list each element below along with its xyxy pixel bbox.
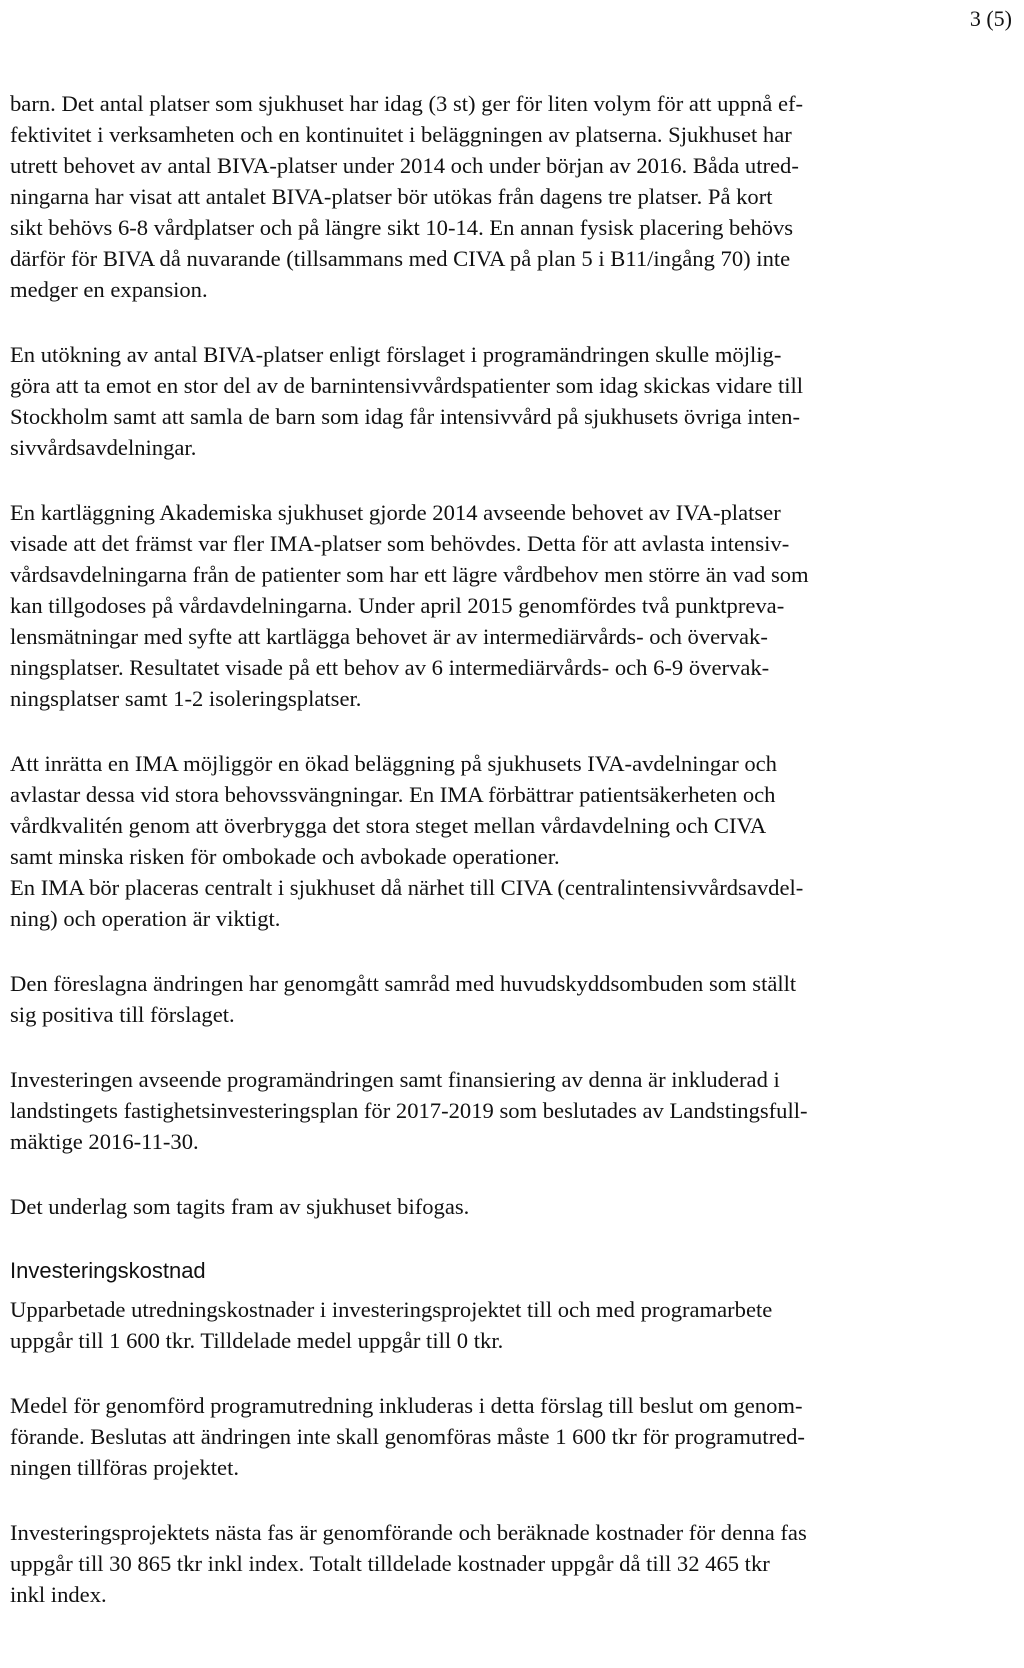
text-line: lensmätningar med syfte att kartlägga behovet är av intermediärvårds- och övervak- — [10, 624, 768, 649]
section-heading: Investeringskostnad — [10, 1258, 206, 1283]
text-line: Investeringen avseende programändringen samt finansiering av denna är inkluderad i — [10, 1067, 780, 1092]
text-line: Medel för genomförd programutredning inkluderas i detta förslag till beslut om genom- — [10, 1393, 803, 1418]
text-line: ningsplatser. Resultatet visade på ett behov av 6 intermediärvårds- och 6-9 övervak- — [10, 655, 770, 680]
paragraph-biva-increase — [10, 339, 1016, 463]
text-line: Det underlag som tagits fram av sjukhuset bifogas. — [10, 1194, 470, 1219]
text-line: uppgår till 30 865 tkr inkl index. Totalt tilldelade kostnader uppgår då till 32 465 tkr — [10, 1551, 770, 1576]
text-line: förande. Beslutas att ändringen inte skall genomföras måste 1 600 tkr för programutred- — [10, 1424, 805, 1449]
text-line: ningen tillföras projektet. — [10, 1455, 240, 1480]
text-line: Den föreslagna ändringen har genomgått samråd med huvudskyddsombuden som ställt — [10, 971, 797, 996]
paragraph-cost-incurred — [10, 1294, 1016, 1356]
text-line: sig positiva till förslaget. — [10, 1002, 235, 1027]
text-line: Att inrätta en IMA möjliggör en ökad beläggning på sjukhusets IVA-avdelningar och — [10, 751, 777, 776]
text-line: uppgår till 1 600 tkr. Tilldelade medel uppgår till 0 tkr. — [10, 1328, 504, 1353]
text-line: En utökning av antal BIVA-platser enligt förslaget i programändringen skulle möjlig- — [10, 342, 782, 367]
paragraph-iva-survey — [10, 497, 1016, 714]
paragraph-biva-expansion — [10, 88, 1016, 305]
paragraph-ima-benefits — [10, 748, 1016, 872]
paragraph-next-phase-cost — [10, 1517, 1016, 1610]
page-number: 3 (5) — [969, 6, 1012, 31]
text-line: avlastar dessa vid stora behovssvängningar. En IMA förbättrar patientsäkerheten och — [10, 782, 776, 807]
text-line: ning) och operation är viktigt. — [10, 906, 281, 931]
paragraph-consultation — [10, 968, 1016, 1030]
paragraph-ima-placement — [10, 872, 1016, 934]
text-line: Upparbetade utredningskostnader i investeringsprojektet till och med programarbete — [10, 1297, 773, 1322]
text-line: inkl index. — [10, 1582, 107, 1607]
document-body — [10, 88, 1016, 1610]
text-line: fektivitet i verksamheten och en kontinuitet i beläggningen av platserna. Sjukhuset har — [10, 122, 792, 147]
paragraph-cost-funding — [10, 1390, 1016, 1483]
text-line: kan tillgodoses på vårdavdelningarna. Under april 2015 genomfördes två punktpreva- — [10, 593, 785, 618]
text-line: En kartläggning Akademiska sjukhuset gjorde 2014 avseende behovet av IVA-platser — [10, 500, 781, 525]
paragraph-attachment — [10, 1191, 1016, 1222]
text-line: En IMA bör placeras centralt i sjukhuset då närhet till CIVA (centralintensivvårdsavdel- — [10, 875, 804, 900]
text-line: vårdsavdelningarna från de patienter som har ett lägre vårdbehov men större än vad som — [10, 562, 809, 587]
text-line: utrett behovet av antal BIVA-platser under 2014 och under början av 2016. Båda utred- — [10, 153, 799, 178]
text-line: Stockholm samt att samla de barn som idag får intensivvård på sjukhusets övriga inten- — [10, 404, 800, 429]
text-line: medger en expansion. — [10, 277, 208, 302]
text-line: sikt behövs 6-8 vårdplatser och på längre sikt 10-14. En annan fysisk placering behövs — [10, 215, 794, 240]
text-line: mäktige 2016-11-30. — [10, 1129, 199, 1154]
text-line: landstingets fastighetsinvesteringsplan för 2017-2019 som beslutades av Landstingsfull- — [10, 1098, 808, 1123]
text-line: visade att det främst var fler IMA-platser som behövdes. Detta för att avlasta intensiv- — [10, 531, 790, 556]
text-line: ningsplatser samt 1-2 isoleringsplatser. — [10, 686, 362, 711]
text-line: sivvårdsavdelningar. — [10, 435, 197, 460]
paragraph-investment-plan — [10, 1064, 1016, 1157]
text-line: därför för BIVA då nuvarande (tillsammans med CIVA på plan 5 i B11/ingång 70) inte — [10, 246, 791, 271]
text-line: barn. Det antal platser som sjukhuset har idag (3 st) ger för liten volym för att uppnå ef- — [10, 91, 804, 116]
text-line: vårdkvalitén genom att överbrygga det stora steget mellan vårdavdelning och CIVA — [10, 813, 767, 838]
text-line: ningarna har visat att antalet BIVA-platser bör utökas från dagens tre platser. På kort — [10, 184, 773, 209]
text-line: Investeringsprojektets nästa fas är genomförande och beräknade kostnader för denna fas — [10, 1520, 807, 1545]
text-line: göra att ta emot en stor del av de barnintensivvårdspatienter som idag skickas vidare till — [10, 373, 804, 398]
text-line: samt minska risken för ombokade och avbokade operationer. — [10, 844, 560, 869]
